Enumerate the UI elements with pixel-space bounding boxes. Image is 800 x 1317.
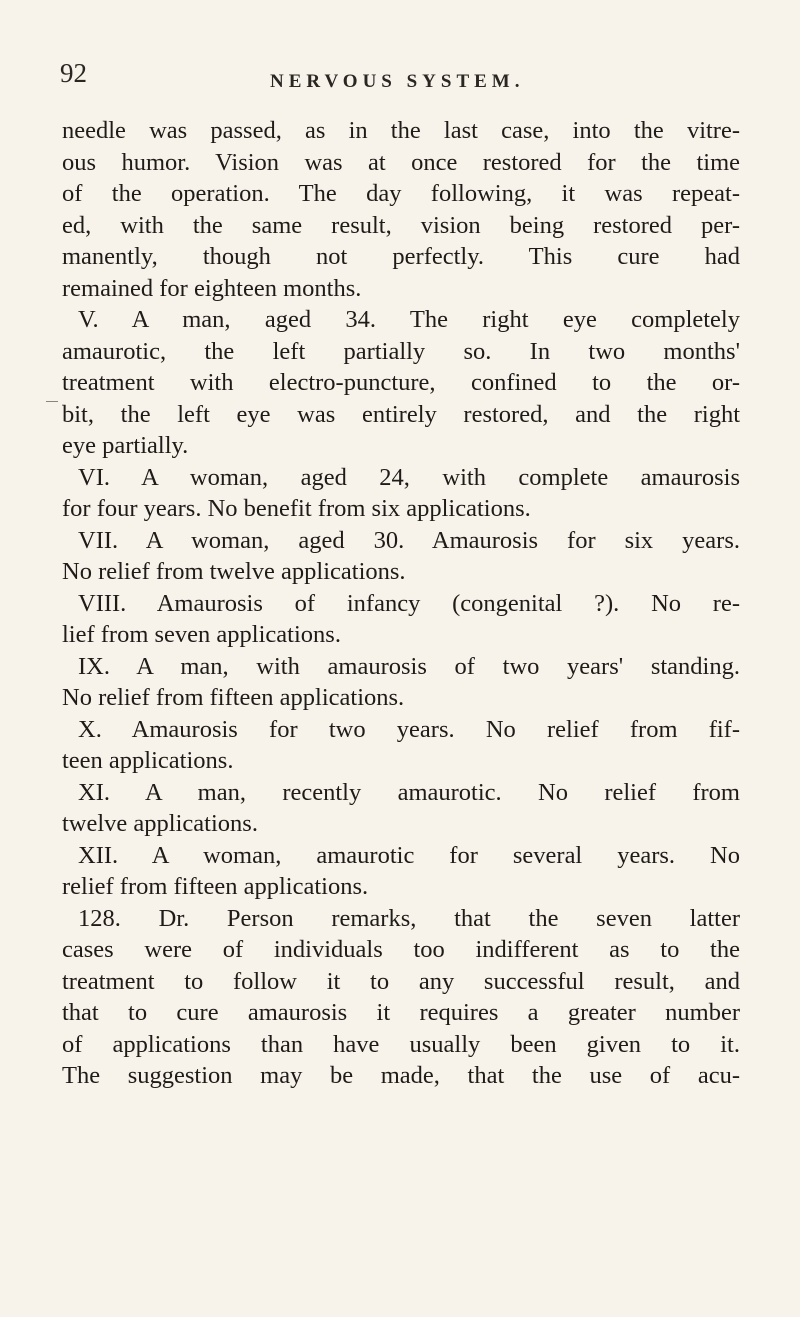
body-text <box>62 115 740 1092</box>
text-line: twelve applications. <box>62 810 258 837</box>
text-line: relief from fifteen applications. <box>62 873 369 900</box>
text-line: that to cure amaurosis it requires a greater number <box>62 999 740 1026</box>
text-line: No relief from fifteen applications. <box>62 684 405 711</box>
text-line: VIII. Amaurosis of infancy (congenital ?). No re- <box>78 589 740 617</box>
text-line: eye partially. <box>62 432 189 459</box>
text-line: No relief from twelve applications. <box>62 558 406 585</box>
text-line: VII. A woman, aged 30. Amaurosis for six years. <box>78 526 740 554</box>
text-line: cases were of individuals too indifferent as to the <box>62 936 740 963</box>
text-line: 128. Dr. Person remarks, that the seven latter <box>78 904 740 932</box>
text-line: IX. A man, with amaurosis of two years' standing. <box>78 652 740 680</box>
text-line: V. A man, aged 34. The right eye completely <box>78 306 740 333</box>
text-line: X. Amaurosis for two years. No relief from fif- <box>78 715 740 743</box>
text-line: of the operation. The day following, it was repeat- <box>62 180 740 207</box>
running-title: NERVOUS SYSTEM. <box>270 71 525 92</box>
text-line: bit, the left eye was entirely restored, and the right <box>62 400 740 428</box>
text-line: XI. A man, recently amaurotic. No relief from <box>78 778 740 806</box>
margin-mark <box>46 401 58 402</box>
text-line: of applications than have usually been given to it. <box>62 1030 740 1058</box>
text-line: ed, with the same result, vision being restored per- <box>62 211 740 239</box>
text-line: teen applications. <box>62 747 234 774</box>
text-line: ous humor. Vision was at once restored for the time <box>62 148 740 176</box>
text-line: treatment to follow it to any successful result, and <box>62 967 740 995</box>
text-line: treatment with electro-puncture, confined to the or- <box>62 369 740 396</box>
text-line: manently, though not perfectly. This cure had <box>62 243 740 270</box>
text-line: amaurotic, the left partially so. In two months' <box>62 337 740 365</box>
text-line: remained for eighteen months. <box>62 274 362 302</box>
text-line: lief from seven applications. <box>62 621 341 648</box>
text-line: VI. A woman, aged 24, with complete amaurosis <box>78 463 740 491</box>
text-line: XII. A woman, amaurotic for several years. No <box>78 841 740 869</box>
text-line: The suggestion may be made, that the use of acu- <box>62 1062 740 1089</box>
text-line: needle was passed, as in the last case, into the vitre- <box>62 117 740 144</box>
text-line: for four years. No benefit from six applications. <box>62 495 531 522</box>
page-number: 92 <box>60 58 87 88</box>
